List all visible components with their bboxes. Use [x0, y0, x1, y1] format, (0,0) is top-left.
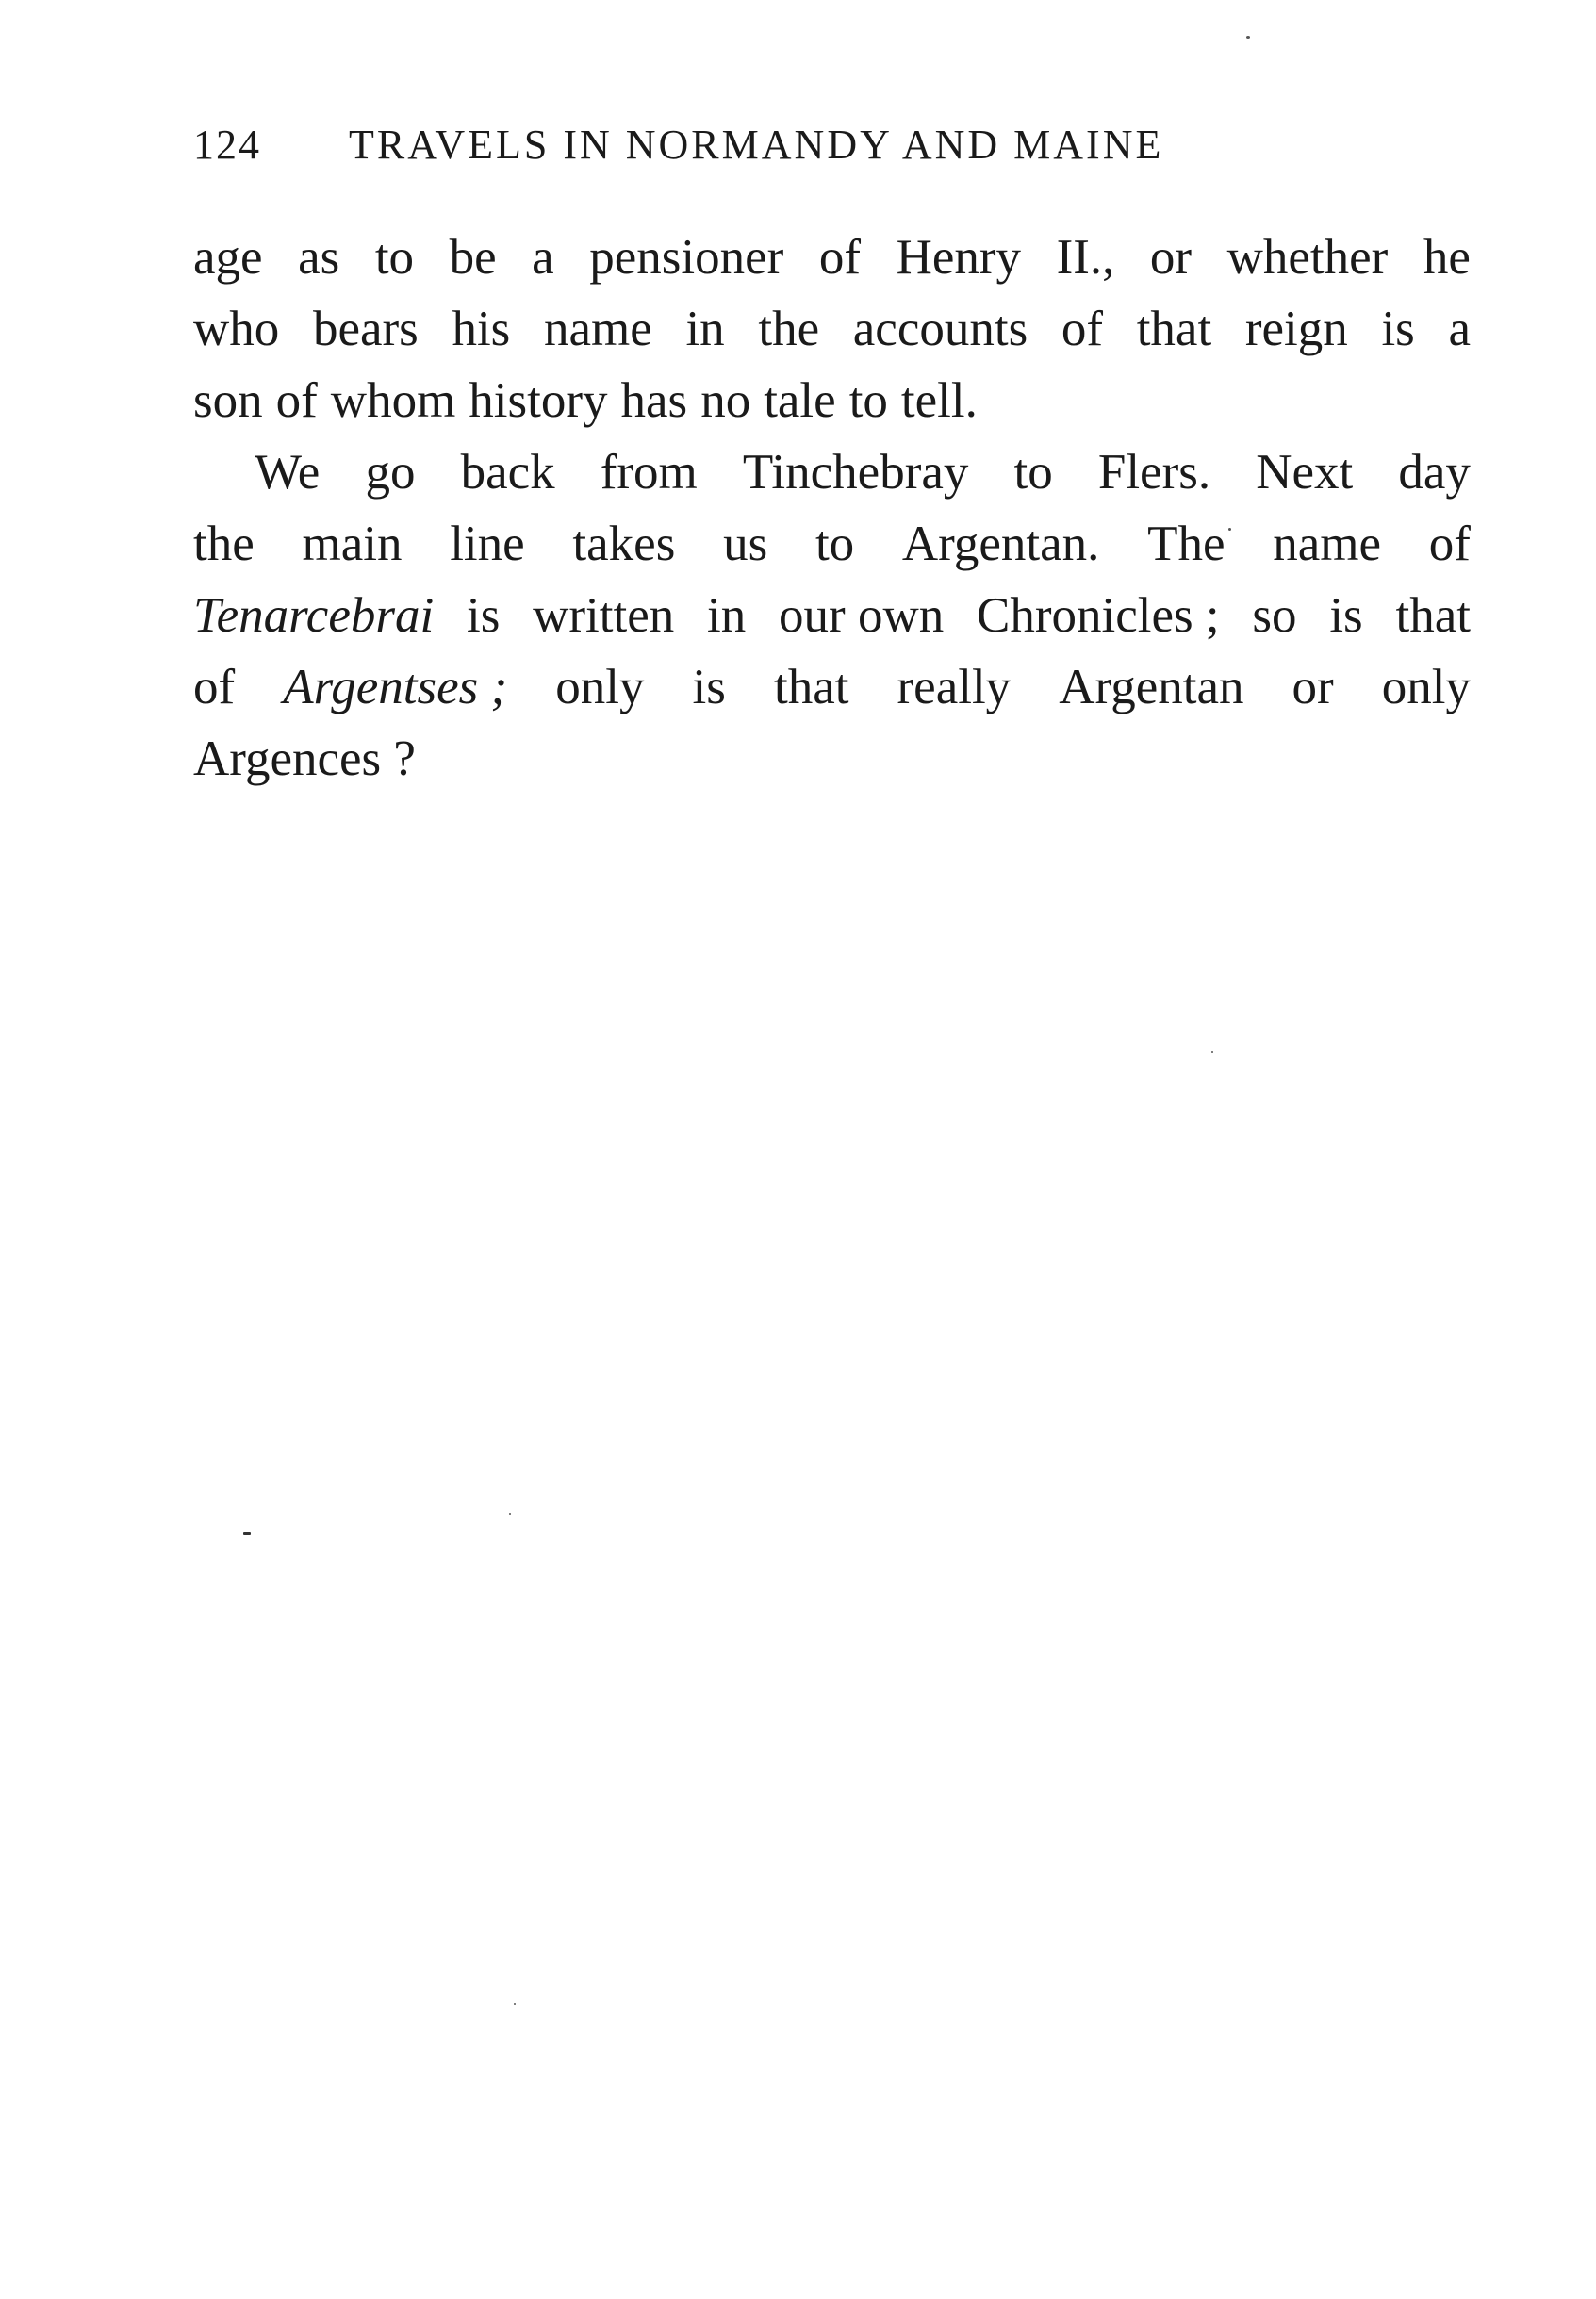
- word: the: [193, 517, 255, 571]
- word: a: [1448, 302, 1471, 356]
- word: Argentan.: [901, 517, 1100, 571]
- scan-speck: [1228, 528, 1231, 531]
- word: written: [533, 588, 675, 643]
- word: from: [600, 445, 698, 500]
- word: so: [1252, 588, 1297, 643]
- word: Tinchebray: [742, 445, 969, 500]
- word: only: [555, 660, 645, 714]
- word: in: [707, 588, 747, 643]
- word: whether: [1226, 230, 1389, 285]
- word: our own: [779, 588, 945, 643]
- word: he: [1423, 230, 1471, 285]
- italic-word: Tenarcebrai: [193, 588, 435, 643]
- word: in: [685, 302, 725, 356]
- word: Next: [1256, 445, 1354, 500]
- word: is: [1329, 588, 1363, 643]
- scan-speck: [509, 1513, 511, 1515]
- word: a: [532, 230, 554, 285]
- word: no: [700, 373, 751, 428]
- word: name: [543, 302, 652, 356]
- word: Flers.: [1097, 445, 1211, 500]
- word: that: [773, 660, 849, 714]
- word: Chronicles ;: [977, 588, 1220, 643]
- word: tale: [764, 373, 836, 428]
- word: only: [1381, 660, 1471, 714]
- word: of: [1061, 302, 1104, 356]
- word: be: [449, 230, 497, 285]
- word: accounts: [852, 302, 1028, 356]
- word: is: [466, 588, 501, 643]
- word: that: [1136, 302, 1212, 356]
- word: to: [848, 373, 888, 428]
- word: to: [374, 230, 415, 285]
- word: of: [275, 373, 318, 428]
- word: has: [620, 373, 688, 428]
- word: II.,: [1056, 230, 1115, 285]
- word: main: [302, 517, 403, 571]
- word: really: [897, 660, 1012, 714]
- word: of: [1428, 517, 1471, 571]
- scan-speck: [1211, 1051, 1213, 1053]
- italic-word: Argentses ;: [283, 660, 508, 714]
- word: takes: [572, 517, 676, 571]
- scan-speck: [1246, 36, 1250, 39]
- word: reign: [1244, 302, 1348, 356]
- word: that: [1395, 588, 1471, 643]
- word: back: [460, 445, 555, 500]
- word: son: [193, 373, 263, 428]
- running-title: TRAVELS IN NORMANDY AND MAINE: [349, 122, 1164, 168]
- page-header: [193, 121, 1315, 177]
- word: age: [193, 230, 263, 285]
- word: or: [1149, 230, 1193, 285]
- text-line: [193, 651, 1471, 723]
- word: Argences ?: [193, 731, 416, 786]
- text-line: [193, 508, 1471, 580]
- scan-speck: [243, 1532, 251, 1535]
- word: or: [1292, 660, 1334, 714]
- word: his: [452, 302, 511, 356]
- word: whom: [330, 373, 456, 428]
- word: is: [692, 660, 726, 714]
- word: who: [193, 302, 280, 356]
- word: the: [758, 302, 820, 356]
- body-text: [193, 222, 1471, 795]
- word: is: [1381, 302, 1415, 356]
- text-line: [193, 222, 1471, 293]
- word: to: [814, 517, 855, 571]
- text-line: [193, 580, 1471, 651]
- word: history: [469, 373, 608, 428]
- word: bears: [312, 302, 419, 356]
- word: to: [1013, 445, 1053, 500]
- word: tell.: [900, 373, 978, 428]
- text-line: [193, 293, 1471, 365]
- word: of: [818, 230, 862, 285]
- word: We: [255, 445, 321, 500]
- word: name: [1273, 517, 1382, 571]
- word: day: [1398, 445, 1471, 500]
- word: pensioner: [589, 230, 784, 285]
- word: go: [365, 445, 416, 500]
- text-line: [193, 365, 1471, 436]
- scan-speck: [514, 2003, 516, 2005]
- word: Argentan: [1059, 660, 1244, 714]
- word: Henry: [896, 230, 1022, 285]
- text-line: [193, 436, 1471, 508]
- word: of: [193, 660, 236, 714]
- word: line: [450, 517, 525, 571]
- word: us: [723, 517, 768, 571]
- word: as: [298, 230, 340, 285]
- word: The: [1147, 517, 1226, 571]
- page-number: 124: [193, 122, 261, 168]
- text-line: [193, 723, 1471, 795]
